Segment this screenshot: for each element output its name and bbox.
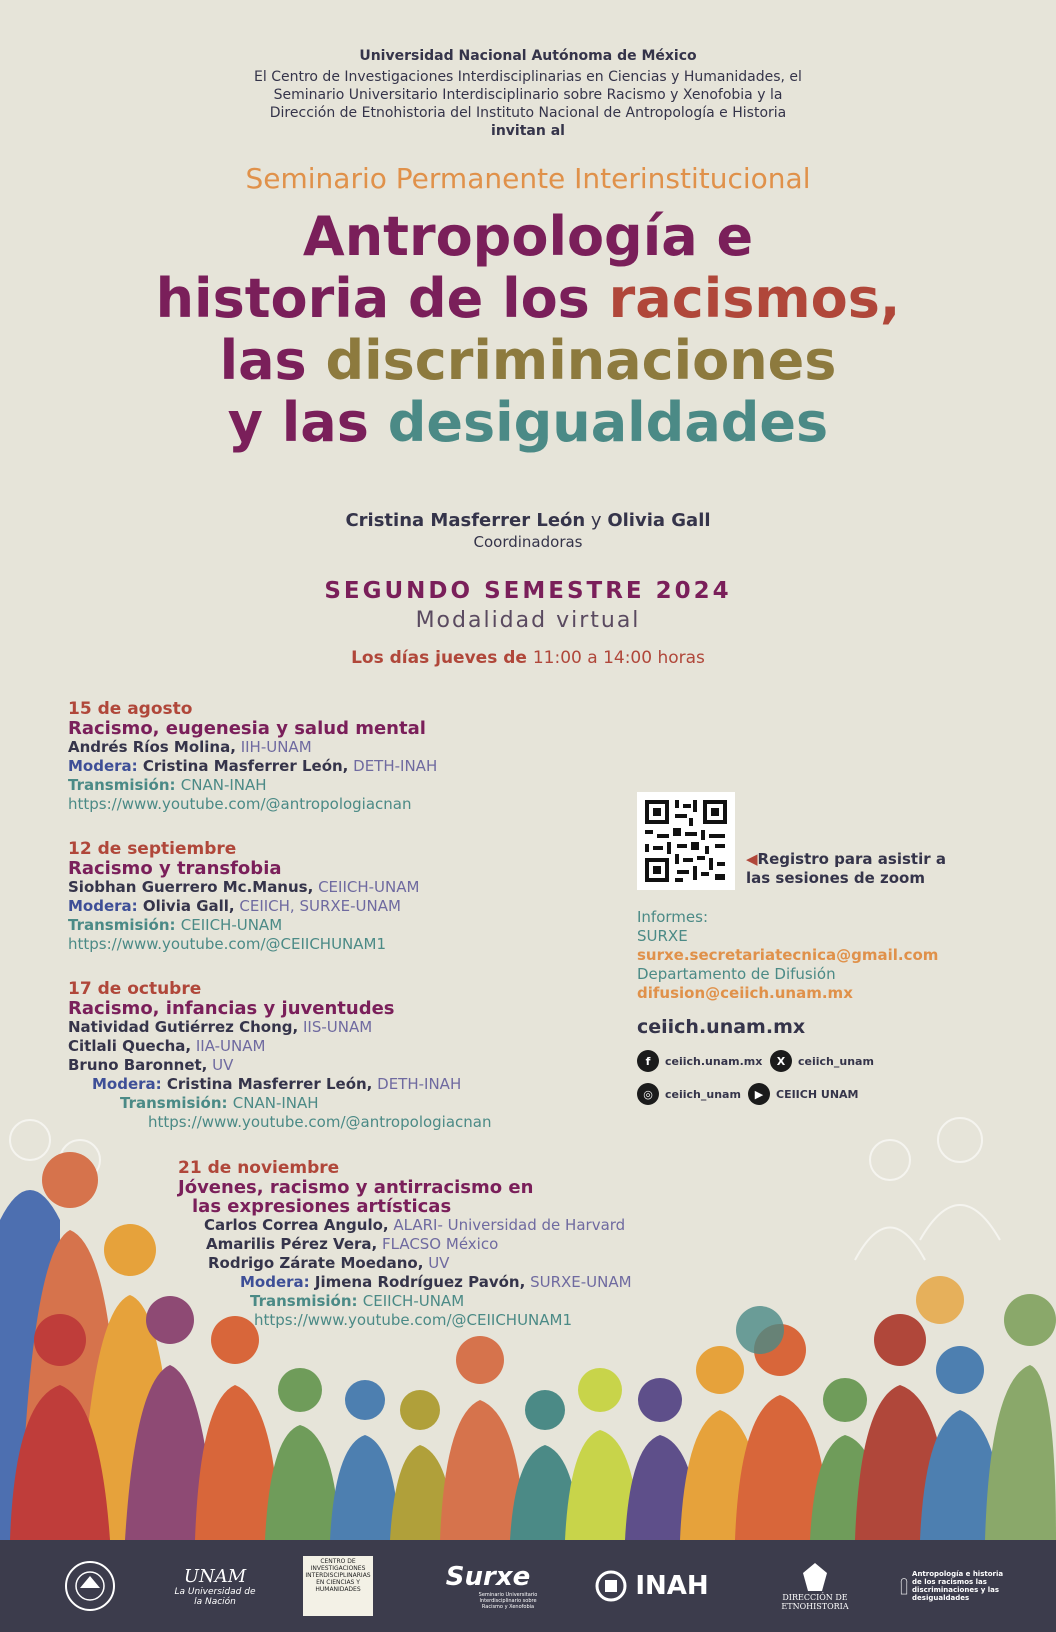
modality-text: Modalidad virtual xyxy=(415,608,641,633)
event-topic: Racismo y transfobia xyxy=(68,858,282,879)
stream-link[interactable]: https://www.youtube.com/@CEIICHUNAM1 xyxy=(68,935,387,953)
title-part: historia de los xyxy=(155,267,609,330)
speaker-institution: CEIICH-UNAM xyxy=(313,878,420,896)
inah-logo xyxy=(586,1558,716,1614)
transmission-line xyxy=(68,776,437,795)
unam-slogan: La Universidad de la Nación xyxy=(174,1586,256,1607)
ceiich-text: CENTRO DE INVESTIGACIONES INTERDISCIPLINARIAS EN CIENCIAS Y HUMANIDADES xyxy=(305,1558,371,1593)
transmission-line xyxy=(68,1094,492,1113)
organizers-line: Dirección de Etnohistoria del Instituto Nacional de Antropología e Historia xyxy=(269,105,787,121)
event-topic: Racismo, infancias y juventudes xyxy=(68,998,395,1019)
speaker-institution: FLACSO México xyxy=(377,1235,499,1253)
seminar-logo xyxy=(900,1558,1010,1614)
speaker-name: Citlali Quecha, xyxy=(68,1037,192,1055)
x-icon: X xyxy=(770,1050,792,1072)
coordinators xyxy=(0,510,1056,531)
speaker-name: Bruno Baronnet, xyxy=(68,1056,208,1074)
moderator-name: Olivia Gall, xyxy=(142,897,235,915)
surxe-logo xyxy=(438,1558,538,1614)
event-date: 17 de octubre xyxy=(68,979,202,999)
footer-logos-bar xyxy=(0,1540,1056,1632)
event-block xyxy=(68,700,437,814)
series-name: Seminario Permanente Interinstitucional xyxy=(245,162,811,195)
unam-text: UNAM xyxy=(183,1565,247,1587)
etnohistoria-emblem-icon xyxy=(800,1561,830,1593)
organizers-line: Seminario Universitario Interdisciplinario sobre Racismo y Xenofobia y la xyxy=(273,87,783,103)
transmission-label: Transmisión: xyxy=(68,776,181,794)
title-highlight-discriminaciones: discriminaciones xyxy=(325,329,837,392)
ceiich-logo xyxy=(303,1556,373,1616)
coordinator-name: Olivia Gall xyxy=(607,510,711,531)
university-name: Universidad Nacional Autónoma de México xyxy=(359,48,697,64)
inah-text: INAH xyxy=(635,1571,709,1601)
main-title xyxy=(0,206,1056,454)
transmission-value: CNAN-INAH xyxy=(232,1094,319,1112)
info-org: SURXE xyxy=(637,927,688,945)
surxe-subtitle: Seminario Universitario Interdisciplinario sobre Racismo y Xenofobia xyxy=(478,1592,538,1610)
moderator-name: Cristina Masferrer León, xyxy=(166,1075,373,1093)
social-instagram[interactable] xyxy=(637,1083,741,1105)
speaker-line xyxy=(68,1037,492,1056)
speaker-name: Amarilis Pérez Vera, xyxy=(206,1235,378,1253)
registration-qr-code[interactable] xyxy=(637,792,735,890)
moderator-institution: SURXE-UNAM xyxy=(525,1273,632,1291)
moderator-label: Modera: xyxy=(92,1075,167,1093)
transmission-line xyxy=(68,916,419,935)
speaker-line xyxy=(178,1254,632,1273)
etnohistoria-text: DIRECCIÓN DE ETNOHISTORIA xyxy=(781,1593,849,1611)
title-part: y las xyxy=(227,391,388,454)
title-line-1: Antropología e xyxy=(302,205,754,268)
coordinator-name: Cristina Masferrer León xyxy=(345,510,586,531)
contact-info xyxy=(637,908,938,1003)
speaker-name: Rodrigo Zárate Moedano, xyxy=(208,1254,424,1272)
schedule-days: Los días jueves de xyxy=(351,648,533,668)
title-highlight-racismos: racismos, xyxy=(608,267,901,330)
speaker-institution: ALARI- Universidad de Harvard xyxy=(388,1216,626,1234)
social-handle: ceiich_unam xyxy=(798,1054,874,1068)
social-youtube[interactable] xyxy=(748,1083,858,1105)
speaker-name: Carlos Correa Angulo, xyxy=(204,1216,389,1234)
social-facebook[interactable] xyxy=(637,1050,762,1072)
surxe-text: Surxe xyxy=(445,1562,531,1592)
speaker-institution: IIH-UNAM xyxy=(235,738,312,756)
event-date: 12 de septiembre xyxy=(68,839,237,859)
speaker-line xyxy=(178,1235,632,1254)
invite-text: invitan al xyxy=(491,123,565,139)
etnohistoria-logo xyxy=(775,1558,855,1614)
moderator-line xyxy=(178,1273,632,1292)
schedule-text xyxy=(0,648,1056,668)
semester-heading: SEGUNDO SEMESTRE 2024 xyxy=(324,578,732,604)
registration-line xyxy=(746,850,946,869)
speaker-name: Natividad Gutiérrez Chong, xyxy=(68,1018,299,1036)
info-label: Informes: xyxy=(637,908,709,926)
speaker-institution: UV xyxy=(423,1254,450,1272)
title-highlight-desigualdades: desigualdades xyxy=(387,391,829,454)
stream-link[interactable]: https://www.youtube.com/@antropologiacnan xyxy=(148,1113,492,1131)
title-part: las xyxy=(219,329,326,392)
title-line-2 xyxy=(0,268,1056,330)
facebook-icon: f xyxy=(637,1050,659,1072)
registration-note xyxy=(746,850,946,888)
event-date: 21 de noviembre xyxy=(178,1158,340,1178)
speaker-line xyxy=(68,1056,492,1075)
website-link[interactable]: ceiich.unam.mx xyxy=(637,1016,806,1038)
registration-text: las sesiones de zoom xyxy=(746,869,925,887)
speaker-name: Andrés Ríos Molina, xyxy=(68,738,236,756)
transmission-value: CNAN-INAH xyxy=(180,776,267,794)
transmission-value: CEIICH-UNAM xyxy=(180,916,283,934)
triangle-pointer-icon: ◀ xyxy=(746,850,758,868)
event-block xyxy=(68,840,419,954)
stream-link[interactable]: https://www.youtube.com/@CEIICHUNAM1 xyxy=(254,1311,573,1329)
event-block xyxy=(68,980,492,1132)
transmission-label: Transmisión: xyxy=(250,1292,363,1310)
organizers-block xyxy=(0,68,1056,140)
transmission-label: Transmisión: xyxy=(68,916,181,934)
seminar-text: Antropología e historia de los racismos las discriminaciones y las desigualdades xyxy=(912,1570,1004,1602)
speaker-line xyxy=(68,1018,492,1037)
transmission-label: Transmisión: xyxy=(120,1094,233,1112)
social-handle: CEIICH UNAM xyxy=(776,1087,859,1101)
event-topic: las expresiones artísticas xyxy=(192,1196,452,1217)
title-line-4 xyxy=(0,392,1056,454)
speaker-name: Siobhan Guerrero Mc.Manus, xyxy=(68,878,314,896)
speaker-institution: IIA-UNAM xyxy=(191,1037,266,1055)
speaker-line xyxy=(178,1216,632,1235)
event-topic: Jóvenes, racismo y antirracismo en xyxy=(178,1177,534,1198)
transmission-value: CEIICH-UNAM xyxy=(362,1292,465,1310)
contact-email-link[interactable]: surxe.secretariatecnica@gmail.com xyxy=(637,946,939,964)
transmission-line xyxy=(178,1292,632,1311)
registration-text: Registro para asistir a xyxy=(757,850,946,868)
info-org: Departamento de Difusión xyxy=(637,965,836,983)
moderator-name: Jimena Rodríguez Pavón, xyxy=(314,1273,526,1291)
social-handle: ceiich.unam.mx xyxy=(665,1054,763,1068)
event-topic: Racismo, eugenesia y salud mental xyxy=(68,718,426,739)
youtube-icon: ▶ xyxy=(748,1083,770,1105)
speaker-institution: UV xyxy=(207,1056,234,1074)
moderator-name: Cristina Masferrer León, xyxy=(142,757,349,775)
moderator-label: Modera: xyxy=(68,897,143,915)
stream-link[interactable]: https://www.youtube.com/@antropologiacnan xyxy=(68,795,412,813)
moderator-line xyxy=(68,1075,492,1094)
social-handle: ceiich_unam xyxy=(665,1087,741,1101)
title-line-3 xyxy=(0,330,1056,392)
event-block xyxy=(178,1159,632,1330)
moderator-institution: CEIICH, SURXE-UNAM xyxy=(234,897,401,915)
speaker-line xyxy=(68,738,437,757)
contact-email-link[interactable]: difusion@ceiich.unam.mx xyxy=(637,984,853,1002)
moderator-institution: DETH-INAH xyxy=(372,1075,462,1093)
conjunction: y xyxy=(585,510,608,531)
qr-code-graphic xyxy=(637,792,735,890)
organizers-line: El Centro de Investigaciones Interdisciplinarias en Ciencias y Humanidades, el xyxy=(254,69,802,85)
unam-seal-logo xyxy=(60,1558,120,1614)
seminar-figure-icon xyxy=(900,1558,908,1614)
social-x[interactable] xyxy=(770,1050,874,1072)
moderator-line xyxy=(68,897,419,916)
moderator-label: Modera: xyxy=(240,1273,315,1291)
event-date: 15 de agosto xyxy=(68,699,193,719)
moderator-line xyxy=(68,757,437,776)
speaker-institution: IIS-UNAM xyxy=(298,1018,373,1036)
schedule-hours: 11:00 a 14:00 horas xyxy=(532,648,705,668)
moderator-institution: DETH-INAH xyxy=(348,757,438,775)
inah-glyph-icon xyxy=(593,1568,629,1604)
instagram-icon: ◎ xyxy=(637,1083,659,1105)
unam-slogan-logo xyxy=(170,1558,260,1614)
speaker-line xyxy=(68,878,419,897)
moderator-label: Modera: xyxy=(68,757,143,775)
coordinators-role: Coordinadoras xyxy=(473,533,583,551)
